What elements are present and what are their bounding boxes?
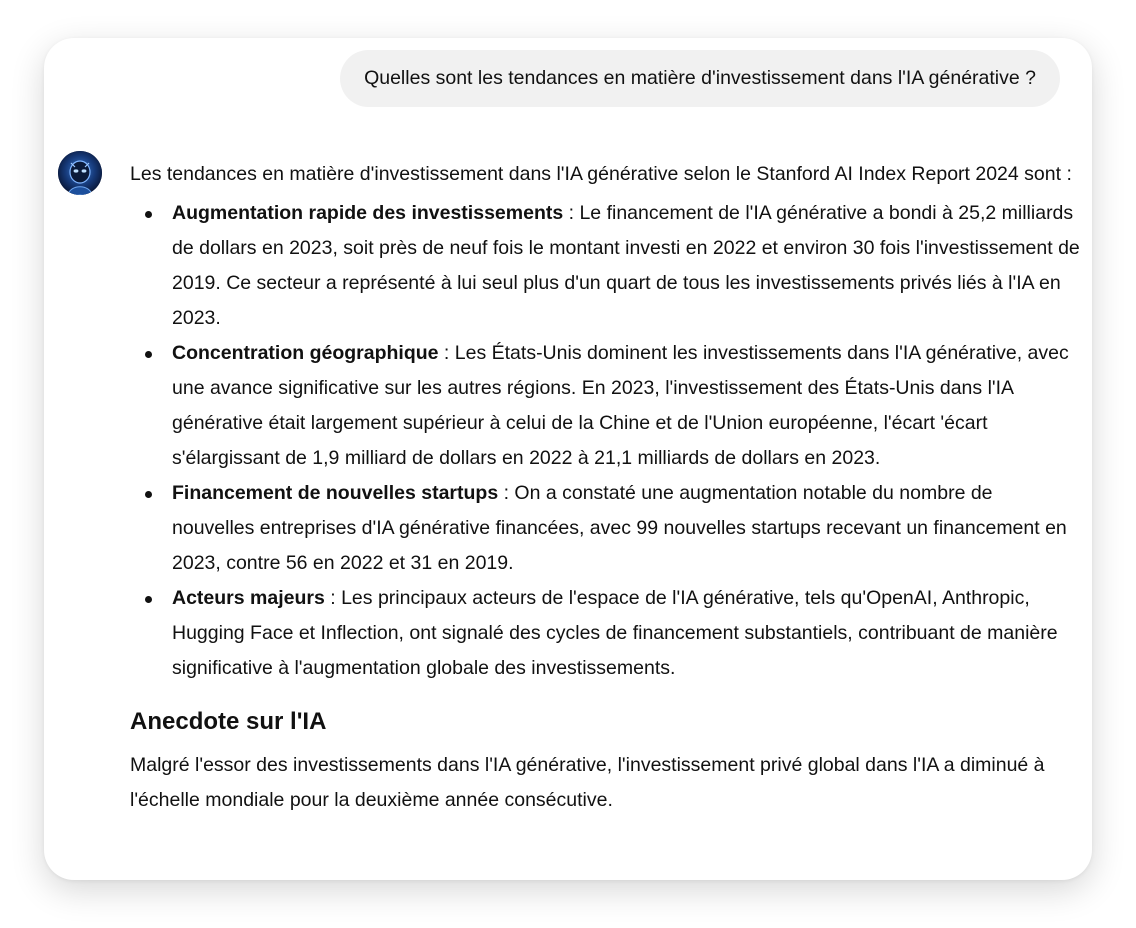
response-intro: Les tendances en matière d'investissement dans l'IA générative selon le Stanford AI Index Report 2024 sont :: [130, 163, 1072, 185]
bullet-text: : Le financement de l'IA générative a bondi à 25,2 milliards de dollars en 2023, soit près de neuf fois le montant investi en 2022 et environ 30 fois l'investissement de 2019. Ce secteur a représenté à lui seul plus d'un quart de tous les investissements privés liés à l'IA en 2023.: [172, 202, 1080, 329]
bullet-dot: [145, 491, 152, 498]
bullet-title: Financement de nouvelles startups: [172, 482, 499, 504]
anecdote-text: Malgré l'essor des investissements dans l'IA générative, l'investissement privé global dans l'IA a diminué à l'échelle mondiale pour la deuxième année consécutive.: [130, 754, 1045, 811]
bullet-text: : Les principaux acteurs de l'espace de l'IA générative, tels qu'OpenAI, Anthropic, Hugging Face et Inflection, ont signalé des cycles de financement substantiels, contribuant de manière significative à l'augmentation globale des investissements.: [172, 587, 1058, 679]
user-message-bubble: Quelles sont les tendances en matière d'investissement dans l'IA générative ?: [340, 50, 1060, 107]
bullet-dot: [145, 596, 152, 603]
list-item: [130, 196, 1080, 336]
bullet-title: Augmentation rapide des investissements: [172, 202, 564, 224]
bullet-title: Acteurs majeurs: [172, 587, 325, 609]
robot-avatar-graphic: [58, 151, 102, 195]
bullet-dot: [145, 351, 152, 358]
bullet-title: Concentration géographique: [172, 342, 439, 364]
list-item: [130, 581, 1080, 686]
bullet-text: : On a constaté une augmentation notable du nombre de nouvelles entreprises d'IA générative financées, avec 99 nouvelles startups recevant un financement en 2023, contre 56 en 2022 et 31 en 2019.: [172, 482, 1067, 574]
list-item: [130, 336, 1080, 476]
bullet-list: [130, 196, 1080, 686]
bullet-dot: [145, 211, 152, 218]
anecdote-heading: Anecdote sur l'IA: [130, 708, 327, 735]
list-item: [130, 476, 1080, 581]
assistant-response: [130, 157, 1080, 818]
bullet-text: : Les États-Unis dominent les investissements dans l'IA générative, avec une avance significative sur les autres régions. En 2023, l'investissement des États-Unis dans l'IA générative était largement supérieur à celui de la Chine et de l'Union européenne, l'écart 'écart s'élargissant de 1,9 milliard de dollars en 2022 à 21,1 milliards de dollars en 2023.: [172, 342, 1069, 469]
robot-avatar-icon: [58, 151, 102, 195]
chat-card: [44, 38, 1092, 880]
